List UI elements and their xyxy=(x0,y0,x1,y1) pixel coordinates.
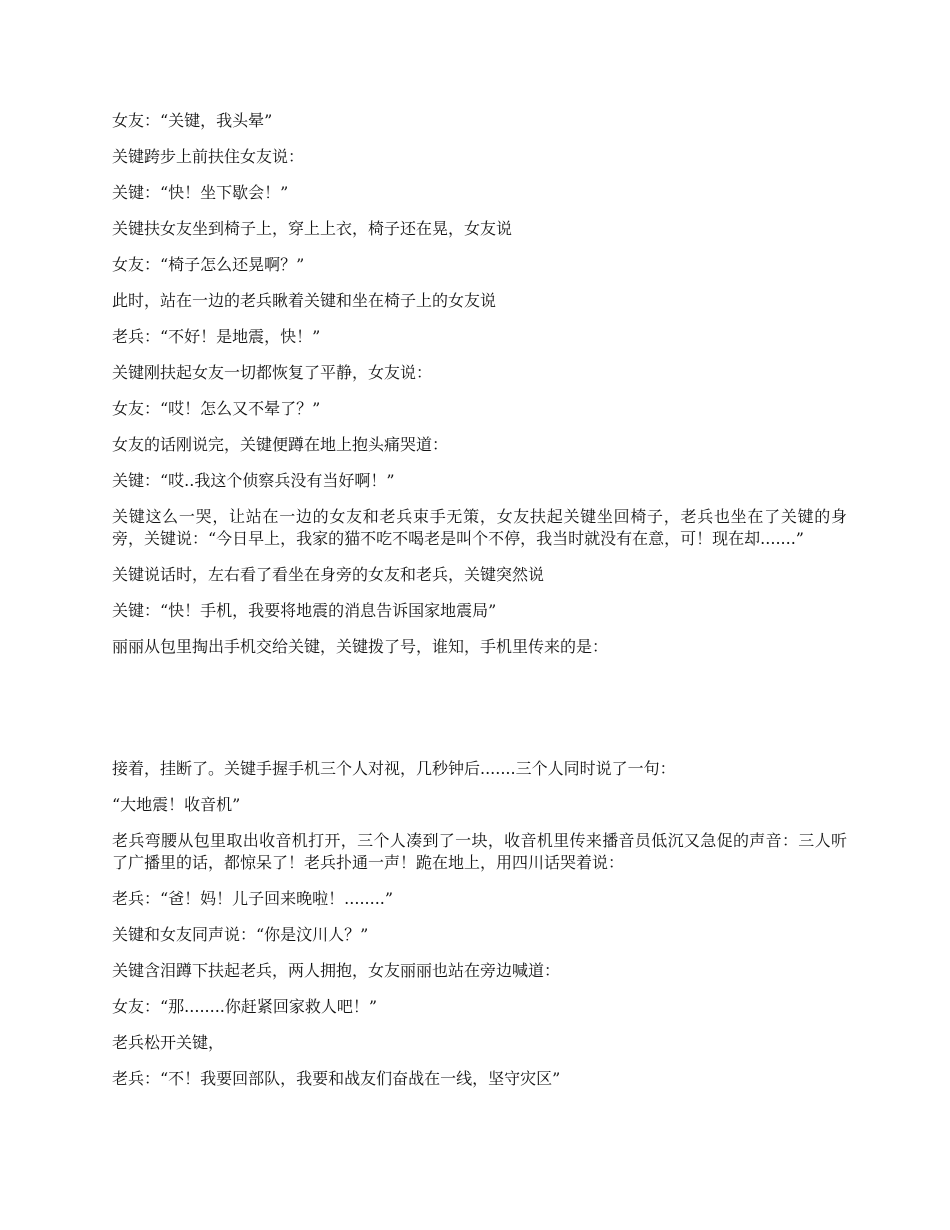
paragraph: 老兵：“不好！是地震，快！” xyxy=(112,327,321,346)
paragraph: “大地震！收音机” xyxy=(112,795,241,814)
paragraph: 此时，站在一边的老兵瞅着关键和坐在椅子上的女友说 xyxy=(112,291,497,310)
paragraph: 关键含泪蹲下扶起老兵，两人拥抱，女友丽丽也站在旁边喊道： xyxy=(112,961,561,980)
paragraph: 关键：“哎..我这个侦察兵没有当好啊！” xyxy=(112,471,395,490)
paragraph: 女友：“那........你赶紧回家救人吧！” xyxy=(112,997,378,1016)
paragraph: 老兵松开关键， xyxy=(112,1033,225,1052)
paragraph: 女友：“哎！怎么又不晕了？” xyxy=(112,399,321,418)
document-page xyxy=(112,110,847,1104)
paragraph: 女友：“椅子怎么还晃啊？” xyxy=(112,255,305,274)
blank-space xyxy=(112,672,847,758)
paragraph: 关键：“快！手机，我要将地震的消息告诉国家地震局” xyxy=(112,601,497,620)
paragraph: 女友的话刚说完，关键便蹲在地上抱头痛哭道： xyxy=(112,435,449,454)
paragraph: 关键跨步上前扶住女友说： xyxy=(112,147,305,166)
paragraph: 老兵弯腰从包里取出收音机打开，三个人凑到了一块，收音机里传来播音员低沉又急促的声音：三人听了广播里的话，都惊呆了！老兵扑通一声！跪在地上，用四川话哭着说： xyxy=(112,831,847,872)
paragraph: 关键说话时，左右看了看坐在身旁的女友和老兵，关键突然说 xyxy=(112,565,545,584)
paragraph: 丽丽从包里掏出手机交给关键，关键拨了号，谁知，手机里传来的是： xyxy=(112,637,609,656)
paragraph: 关键这么一哭，让站在一边的女友和老兵束手无策，女友扶起关键坐回椅子，老兵也坐在了关键的身旁，关键说：“今日早上，我家的猫不吃不喝老是叫个不停，我当时就没有在意，可！现在却.......” xyxy=(112,507,847,548)
paragraph: 老兵：“不！我要回部队，我要和战友们奋战在一线，坚守灾区” xyxy=(112,1069,561,1088)
paragraph: 关键扶女友坐到椅子上，穿上上衣，椅子还在晃，女友说 xyxy=(112,219,513,238)
paragraph-group-bottom xyxy=(112,758,847,1090)
paragraph: 关键：“快！坐下歇会！” xyxy=(112,183,289,202)
paragraph: 老兵：“爸！妈！儿子回来晚啦！........” xyxy=(112,889,394,908)
paragraph: 关键和女友同声说：“你是汶川人？” xyxy=(112,925,369,944)
paragraph: 接着，挂断了。关键手握手机三个人对视，几秒钟后.......三个人同时说了一句： xyxy=(112,759,676,778)
paragraph-group-top xyxy=(112,110,847,658)
paragraph: 关键刚扶起女友一切都恢复了平静，女友说： xyxy=(112,363,433,382)
paragraph: 女友：“关键，我头晕” xyxy=(112,111,273,130)
